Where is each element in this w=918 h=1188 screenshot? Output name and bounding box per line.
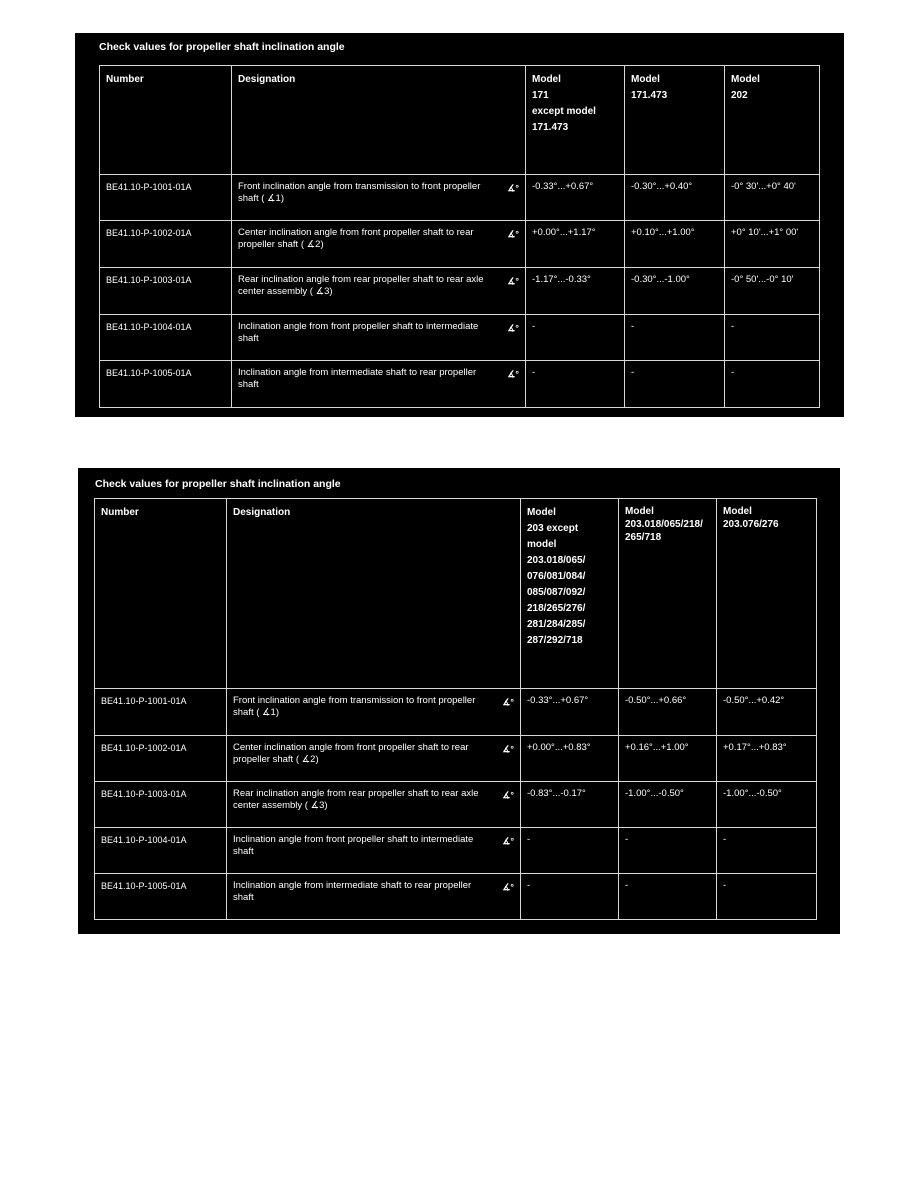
check-value: -: [725, 361, 820, 408]
model-number: 287/292/718: [527, 635, 583, 646]
check-value: -: [521, 828, 619, 874]
angle-icon: ∡°: [507, 323, 519, 333]
table-row: [100, 361, 820, 408]
designation-text: Inclination angle from intermediate shaft to rear propeller shaft: [233, 880, 472, 903]
table-row: [95, 874, 817, 920]
model-number: 076/081/084/: [527, 571, 586, 582]
inclination-table-panel-1: [75, 33, 844, 417]
designation-text: Inclination angle from intermediate shaft to rear propeller shaft: [238, 367, 477, 390]
model-label: Model: [625, 506, 654, 517]
model-number: 218/265/276/: [527, 603, 586, 614]
header-number: Number: [100, 66, 232, 175]
part-number: BE41.10-P-1003-01A: [100, 268, 232, 315]
check-value: -: [625, 361, 725, 408]
model-label: Model: [527, 507, 556, 518]
designation-text: Inclination angle from front propeller shaft to intermediate shaft: [233, 834, 474, 857]
check-value: -0.33°...+0.67°: [526, 175, 625, 221]
angle-icon: ∡°: [507, 276, 519, 286]
part-number: BE41.10-P-1001-01A: [100, 175, 232, 221]
check-value: +0.00°...+1.17°: [526, 221, 625, 268]
designation-text: Rear inclination angle from rear propeller shaft to rear axle center assembly ( ∡3): [238, 274, 484, 297]
table-row: [100, 221, 820, 268]
model-label: Model: [731, 74, 760, 85]
model-number: 203.018/065/218/: [625, 519, 703, 530]
model-number: 171.473: [532, 122, 569, 133]
header-model: [625, 66, 725, 175]
designation-text: Rear inclination angle from rear propeller shaft to rear axle center assembly ( ∡3): [233, 788, 479, 811]
inclination-table: [94, 498, 817, 920]
table-row: [100, 315, 820, 361]
check-value: +0.10°...+1.00°: [625, 221, 725, 268]
designation-text: Center inclination angle from front propeller shaft to rear propeller shaft ( ∡2): [233, 742, 469, 765]
designation-cell: [227, 782, 521, 828]
part-number: BE41.10-P-1005-01A: [95, 874, 227, 920]
model-number: 265/718: [625, 532, 662, 543]
check-value: -: [717, 874, 817, 920]
model-number: except model: [532, 106, 596, 117]
check-value: +0.00°...+0.83°: [521, 736, 619, 782]
header-number: Number: [95, 499, 227, 689]
inclination-table: [99, 65, 820, 408]
angle-icon: ∡°: [507, 183, 519, 193]
angle-icon: ∡°: [507, 229, 519, 239]
angle-icon: ∡°: [502, 744, 514, 754]
table-row: [95, 689, 817, 736]
table-row: [95, 828, 817, 874]
check-value: -: [725, 315, 820, 361]
designation-cell: [227, 874, 521, 920]
check-value: -0.33°...+0.67°: [521, 689, 619, 736]
check-value: +0° 10'...+1° 00': [725, 221, 820, 268]
model-number: 203 except: [527, 523, 579, 534]
header-model: [619, 499, 717, 689]
part-number: BE41.10-P-1005-01A: [100, 361, 232, 408]
check-value: -: [619, 828, 717, 874]
check-value: -0° 30'...+0° 40': [725, 175, 820, 221]
angle-icon: ∡°: [502, 697, 514, 707]
designation-cell: [232, 268, 526, 315]
check-value: +0.16°...+1.00°: [619, 736, 717, 782]
model-number: 171: [532, 90, 549, 101]
check-value: -: [521, 874, 619, 920]
header-designation: Designation: [232, 66, 526, 175]
designation-cell: [232, 175, 526, 221]
header-model: [725, 66, 820, 175]
header-model: [521, 499, 619, 689]
model-number: 281/284/285/: [527, 619, 586, 630]
check-value: -: [526, 315, 625, 361]
part-number: BE41.10-P-1001-01A: [95, 689, 227, 736]
model-label: Model: [631, 74, 660, 85]
designation-text: Front inclination angle from transmission to front propeller shaft ( ∡1): [238, 181, 481, 204]
table-title: Check values for propeller shaft inclination angle: [95, 478, 341, 490]
designation-cell: [227, 689, 521, 736]
header-model: [526, 66, 625, 175]
designation-cell: [232, 221, 526, 268]
model-number: 171.473: [631, 90, 668, 101]
check-value: -: [619, 874, 717, 920]
designation-cell: [227, 828, 521, 874]
check-value: -0.30°...+0.40°: [625, 175, 725, 221]
check-value: -0.50°...+0.66°: [619, 689, 717, 736]
header-model: [717, 499, 817, 689]
model-number: 085/087/092/: [527, 587, 586, 598]
header-designation: Designation: [227, 499, 521, 689]
designation-text: Center inclination angle from front propeller shaft to rear propeller shaft ( ∡2): [238, 227, 474, 250]
table-title: Check values for propeller shaft inclination angle: [99, 41, 345, 53]
check-value: -: [526, 361, 625, 408]
angle-icon: ∡°: [502, 790, 514, 800]
part-number: BE41.10-P-1004-01A: [95, 828, 227, 874]
check-value: -0° 50'...-0° 10': [725, 268, 820, 315]
model-number: 202: [731, 90, 748, 101]
model-number: 203.076/276: [723, 519, 779, 530]
designation-cell: [227, 736, 521, 782]
table-row: [100, 175, 820, 221]
check-value: -1.00°...-0.50°: [717, 782, 817, 828]
table-row: [95, 736, 817, 782]
designation-text: Front inclination angle from transmission to front propeller shaft ( ∡1): [233, 695, 476, 718]
check-value: +0.17°...+0.83°: [717, 736, 817, 782]
designation-cell: [232, 361, 526, 408]
part-number: BE41.10-P-1002-01A: [95, 736, 227, 782]
part-number: BE41.10-P-1003-01A: [95, 782, 227, 828]
designation-text: Inclination angle from front propeller shaft to intermediate shaft: [238, 321, 479, 344]
check-value: -: [625, 315, 725, 361]
check-value: -: [717, 828, 817, 874]
angle-icon: ∡°: [502, 882, 514, 892]
angle-icon: ∡°: [502, 836, 514, 846]
check-value: -0.83°...-0.17°: [521, 782, 619, 828]
check-value: -0.50°...+0.42°: [717, 689, 817, 736]
model-number: model: [527, 539, 557, 550]
part-number: BE41.10-P-1004-01A: [100, 315, 232, 361]
part-number: BE41.10-P-1002-01A: [100, 221, 232, 268]
table-row: [95, 782, 817, 828]
check-value: -1.17°...-0.33°: [526, 268, 625, 315]
inclination-table-panel-2: [78, 468, 840, 934]
angle-icon: ∡°: [507, 369, 519, 379]
model-label: Model: [723, 506, 752, 517]
designation-cell: [232, 315, 526, 361]
model-label: Model: [532, 74, 561, 85]
check-value: -1.00°...-0.50°: [619, 782, 717, 828]
table-row: [100, 268, 820, 315]
check-value: -0.30°...-1.00°: [625, 268, 725, 315]
model-number: 203.018/065/: [527, 555, 586, 566]
